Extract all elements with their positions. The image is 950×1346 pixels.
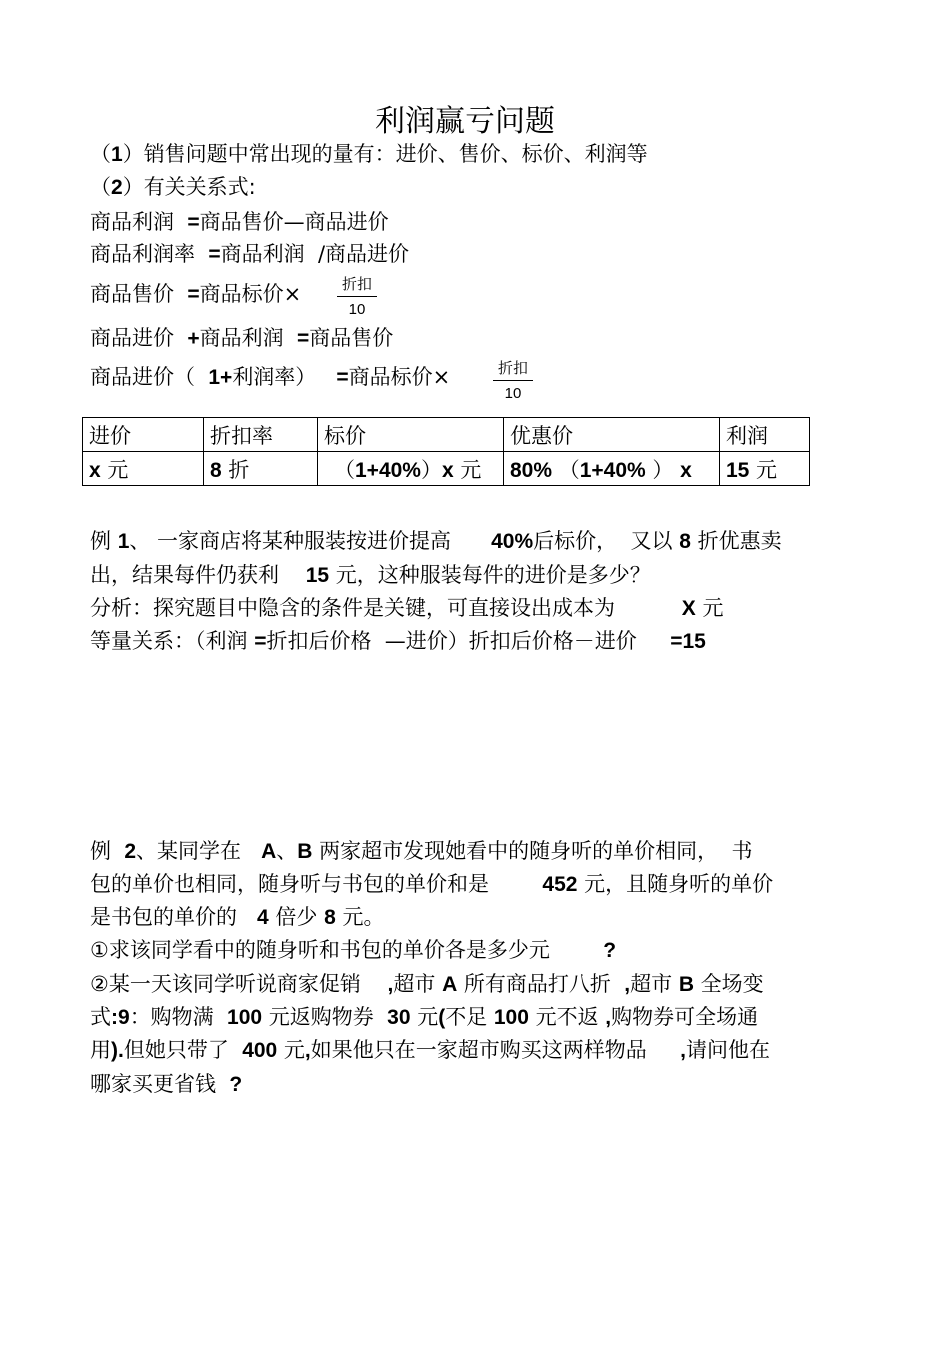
formula-term: 商品售价	[90, 282, 174, 306]
fraction-denominator: 10	[504, 385, 522, 402]
text: 、	[276, 839, 298, 863]
text: B	[297, 840, 313, 863]
text: 用	[90, 1038, 111, 1062]
text: 40%	[491, 530, 534, 553]
formula-operator: =	[208, 243, 221, 266]
text: 所有商品打八折	[463, 972, 611, 996]
cell-unit: 元	[756, 457, 778, 482]
formula-term: 商品进价（	[90, 365, 195, 389]
table-header: 利润	[720, 418, 810, 452]
formula-operator: =	[296, 327, 310, 350]
text: (	[438, 1006, 446, 1029]
table-header: 优惠价	[504, 418, 720, 452]
table-header: 进价	[83, 418, 204, 452]
text: ?	[229, 1073, 243, 1096]
page-title: 利润赢亏问题	[375, 104, 555, 139]
text: 元	[417, 1005, 439, 1029]
text: 式	[90, 1005, 111, 1029]
formula-profit	[90, 208, 389, 237]
cell-unit: 元	[460, 457, 482, 482]
text: =	[254, 630, 267, 653]
intro-text-1: 销售问题中常出现的量有：进价、售价、标价、利润等	[143, 142, 648, 166]
fraction-denominator: 10	[348, 301, 366, 318]
text: 超市	[393, 972, 436, 996]
formula-cost-plus-profit	[90, 324, 393, 353]
formula-term: 商品利润	[90, 210, 174, 234]
text: X	[681, 597, 696, 620]
discount-fraction-2	[493, 357, 533, 402]
text: 8	[679, 530, 691, 553]
intro-number-2: 2	[111, 176, 123, 199]
table-cell	[720, 452, 810, 486]
text: ,	[387, 973, 394, 996]
table-cell	[204, 452, 318, 486]
table-cell	[504, 452, 720, 486]
formula-term: 商品利润	[199, 326, 284, 350]
cell-unit: 折	[228, 457, 250, 482]
example2-line-7	[90, 1036, 770, 1065]
formula-sale-price	[90, 280, 301, 309]
text: 包的单价也相同，随身听与书包的单价和是	[90, 872, 489, 896]
text: 元	[702, 596, 724, 620]
example1-line-1	[90, 527, 782, 556]
text: 4	[257, 906, 269, 929]
discount-fraction-1	[337, 273, 377, 318]
formula-term: 商品利润	[220, 242, 305, 266]
fraction-numerator: 折扣	[337, 273, 377, 297]
text: 如果他只在一家超市购买这两样物品	[310, 1038, 647, 1062]
text: 出，结果每件仍获利	[90, 563, 279, 587]
text: 例	[90, 529, 111, 553]
example1-analysis	[90, 594, 723, 623]
cell-value: x	[89, 458, 101, 482]
text: 折扣后价格 —进价）折扣后价格－进价	[266, 629, 637, 653]
text: B	[678, 973, 694, 996]
text: ,	[304, 1039, 311, 1062]
text: ：购物满	[129, 1005, 214, 1029]
formula-operator: =	[336, 366, 349, 389]
text: A	[442, 973, 458, 996]
cell-paren: （	[558, 457, 580, 482]
formula-term: /商品进价	[317, 242, 410, 266]
text: 400	[242, 1039, 278, 1062]
text: 30	[387, 1006, 411, 1029]
text: ②某一天该同学听说商家促销	[90, 972, 361, 996]
formula-cost-rate	[90, 363, 450, 392]
cell-paren: ）	[652, 457, 674, 482]
example2-question-1	[90, 936, 616, 965]
intro-line-1: （1）销售问题中常出现的量有：进价、售价、标价、利润等	[90, 142, 648, 166]
example2-line-6	[90, 1003, 758, 1032]
text: 购物券可全场通	[611, 1005, 759, 1029]
text: 等量关系：（利润	[90, 629, 248, 653]
cell-value: 1+40%	[355, 458, 421, 482]
cell-value: 1+40%	[579, 458, 646, 482]
text: ,	[605, 1006, 612, 1029]
text: 后标价， 又以	[533, 529, 673, 553]
text: 、某同学在	[136, 839, 242, 863]
text: 100	[227, 1006, 263, 1029]
intro-text-2: 有关关系式:	[143, 175, 256, 199]
formula-term: 商品售价	[309, 326, 394, 350]
cell-paren: （	[334, 457, 355, 482]
formula-operator: =	[187, 211, 200, 234]
text: 452	[542, 873, 578, 896]
cell-paren: ）	[420, 457, 442, 482]
text: 两家超市发现她看中的随身听的单价相同， 书	[319, 839, 753, 863]
text: 元。	[342, 905, 385, 929]
text: 折优惠卖	[697, 529, 782, 553]
text: 但她只带了	[123, 1038, 229, 1062]
table-cell	[318, 452, 504, 486]
formula-operator: 1+	[208, 366, 233, 389]
table-header-row	[83, 418, 810, 452]
table-cell	[83, 452, 204, 486]
example1-equation	[90, 627, 706, 656]
text: 不足	[445, 1005, 488, 1029]
cell-unit: 元	[107, 457, 129, 482]
example1-line-2	[90, 561, 651, 590]
cell-value: 15	[726, 458, 750, 482]
text: 元，且随身听的单价	[584, 872, 774, 896]
text: ).	[111, 1039, 124, 1062]
formula-term: 利润率）	[232, 365, 317, 389]
text: 、 一家商店将某种服装按进价提高	[129, 529, 452, 553]
text: 分析：探究题目中隐含的条件是关键，可直接设出成本为	[90, 596, 615, 620]
text: 元不返	[535, 1005, 599, 1029]
text: 元返购物券	[268, 1005, 374, 1029]
text: A	[261, 840, 277, 863]
text: 哪家买更省钱	[90, 1072, 216, 1096]
text: 15	[305, 564, 330, 587]
intro-number-1: 1	[111, 143, 123, 166]
text: ①求该同学看中的随身听和书包的单价各是多少元	[90, 938, 550, 962]
text: 超市	[630, 972, 673, 996]
text: 元，这种服装每件的进价是多少？	[335, 563, 651, 587]
text: 100	[493, 1006, 529, 1029]
table-header: 标价	[318, 418, 504, 452]
intro-line-2: （2）有关关系式:	[90, 175, 256, 199]
text: 元	[283, 1038, 305, 1062]
formula-profit-rate	[90, 240, 409, 269]
example2-question-2	[90, 970, 764, 999]
cell-value: 80%	[510, 458, 553, 482]
example2-line-8	[90, 1070, 242, 1099]
text: 全场变	[700, 972, 764, 996]
text: 倍少	[275, 905, 318, 929]
formula-term: 商品标价×	[199, 282, 302, 306]
text: =15	[670, 630, 706, 653]
price-table	[82, 417, 810, 486]
text: 请问他在	[686, 1038, 770, 1062]
example2-line-1	[90, 837, 752, 866]
text: 8	[324, 906, 336, 929]
text: ,	[680, 1039, 686, 1062]
formula-term: 商品售价—商品进价	[199, 210, 389, 234]
cell-value: x	[441, 458, 454, 482]
text: 是书包的单价的	[90, 905, 237, 929]
formula-operator: =	[187, 283, 200, 306]
formula-term: 商品标价×	[348, 365, 451, 389]
text: 2	[124, 840, 137, 863]
text: 例	[90, 839, 111, 863]
fraction-numerator: 折扣	[493, 357, 533, 381]
example2-line-2	[90, 870, 773, 899]
table-header: 折扣率	[204, 418, 318, 452]
example2-line-3	[90, 903, 384, 932]
text: ?	[603, 939, 617, 962]
text: :9	[111, 1006, 130, 1029]
text: ,	[624, 973, 631, 996]
formula-term: 商品利润率	[90, 242, 195, 266]
text: 1	[117, 530, 130, 553]
cell-value: 8	[210, 458, 222, 482]
table-row	[83, 452, 810, 486]
cell-value: x	[680, 458, 692, 482]
formula-term: 商品进价	[90, 326, 174, 350]
formula-operator: +	[187, 327, 200, 350]
